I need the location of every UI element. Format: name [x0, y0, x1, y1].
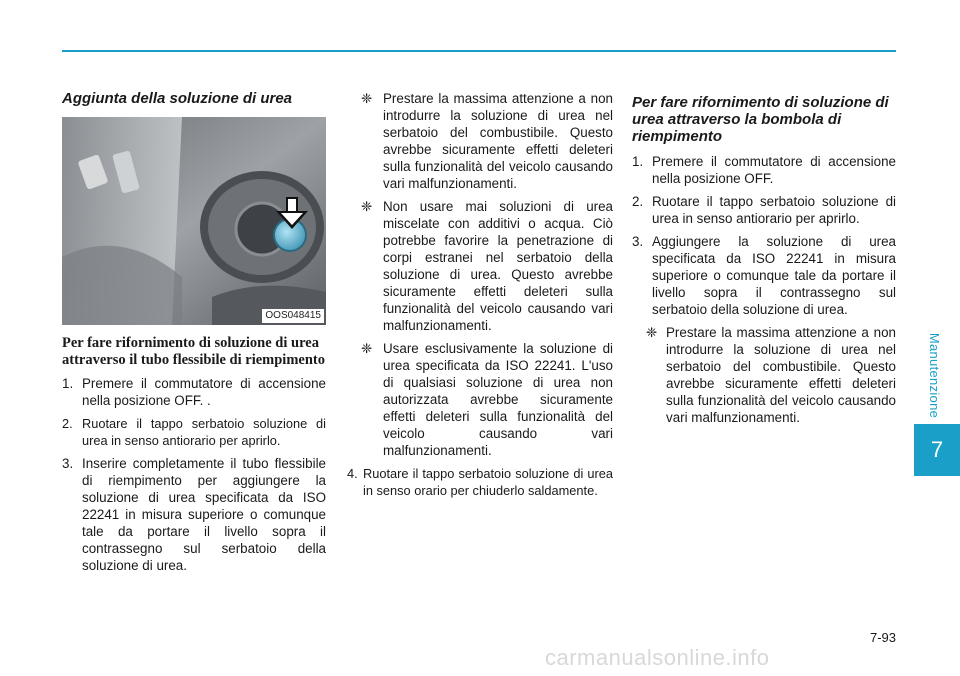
caution-note: [347, 340, 613, 459]
caution-icon: ❈: [361, 341, 373, 356]
subheading: Per fare rifornimento di soluzione di urea attraverso il tubo flessibile di riempimento: [62, 335, 325, 368]
step-text: Ruotare il tappo serbatoio soluzione di urea in senso antiorario per aprirlo.: [82, 416, 326, 448]
section-title: Aggiunta della soluzione di urea: [62, 90, 293, 107]
step-number: 1.: [62, 376, 74, 391]
caution-note: [347, 198, 613, 334]
header-rule: [62, 50, 896, 52]
caution-icon: ❈: [646, 325, 658, 340]
step-text: Ruotare il tappo serbatoio soluzione di urea in senso orario per chiuderlo saldamente.: [363, 466, 613, 498]
section-title: Per fare rifornimento di soluzione di urea attraverso la bombola di riempimento: [632, 94, 889, 145]
caution-icon: ❈: [361, 91, 373, 106]
middle-column: [347, 90, 613, 505]
step-number: 1.: [632, 154, 644, 169]
steps-list: [62, 375, 326, 574]
section-label-text: Manutenzione: [927, 332, 943, 418]
step-number: 2.: [62, 416, 73, 431]
urea-filler-image: [62, 117, 326, 325]
step-text: Aggiungere la soluzione di urea specificata da ISO 22241 in misura superiore o comunque tale da portare il livello sopra il contrassegno sul serbatoio della soluzione di urea.: [652, 234, 896, 317]
chapter-tab: 7: [914, 424, 960, 476]
note-text: Non usare mai soluzioni di urea miscelate con additivi o acqua. Ciò potrebbe favorire la penetrazione di corpi estranei nel serbatoio della soluzione di urea. Questo avrebbe sicuramente effetti deleteri sulla funzionalità del veicolo causando vari malfunzionamenti.: [383, 199, 613, 333]
step-text: Premere il commutatore di accensione nella posizione OFF.: [652, 154, 896, 186]
fuel-door-illustration: [62, 117, 326, 325]
list-item: [62, 375, 326, 409]
note-text: Prestare la massima attenzione a non introdurre la soluzione di urea nel serbatoio del combustibile. Questo avrebbe sicuramente effetti deleteri sulla funzionalità del veicolo causando vari malfunzionamenti.: [666, 325, 896, 425]
list-item: [632, 193, 896, 227]
left-column: [62, 90, 326, 580]
step-text: Inserire completamente il tubo flessibile di riempimento per aggiungere la soluzione di urea specificata da ISO 22241 in misura superiore o comunque tale da portare il livello sopra il contrassegno sul serbatoio della soluzione di urea.: [82, 456, 326, 573]
figure-caption: OOS048415: [262, 309, 324, 323]
list-item: [62, 455, 326, 574]
list-item: [632, 233, 896, 318]
steps-list: [632, 153, 896, 318]
list-item: [347, 465, 613, 499]
list-item: [62, 415, 326, 449]
watermark: carmanualsonline.info: [545, 645, 770, 670]
page-number: 7-93: [869, 630, 896, 645]
step-text: Premere il commutatore di accensione nella posizione OFF. .: [82, 376, 326, 408]
step-number: 4.: [347, 466, 358, 481]
caution-icon: ❈: [361, 199, 373, 214]
step-number: 2.: [632, 194, 644, 209]
step-number: 3.: [632, 234, 644, 249]
step-number: 3.: [62, 456, 74, 471]
caution-note: [632, 324, 896, 426]
steps-list: [347, 465, 613, 499]
caution-note: [347, 90, 613, 192]
note-text: Usare esclusivamente la soluzione di urea specificata da ISO 22241. L'uso di qualsiasi soluzione di urea non autorizzata avrebbe sicuramente effetti deleteri sulla funzionalità del veicolo causando vari malfunzionamenti.: [383, 341, 613, 458]
section-label: [920, 325, 950, 425]
right-column: [632, 90, 896, 432]
note-text: Prestare la massima attenzione a non introdurre la soluzione di urea nel serbatoio del combustibile. Questo avrebbe sicuramente effetti deleteri sulla funzionalità del veicolo causando vari malfunzionamenti.: [383, 91, 613, 191]
step-text: Ruotare il tappo serbatoio soluzione di urea in senso antiorario per aprirlo.: [652, 194, 896, 226]
list-item: [632, 153, 896, 187]
